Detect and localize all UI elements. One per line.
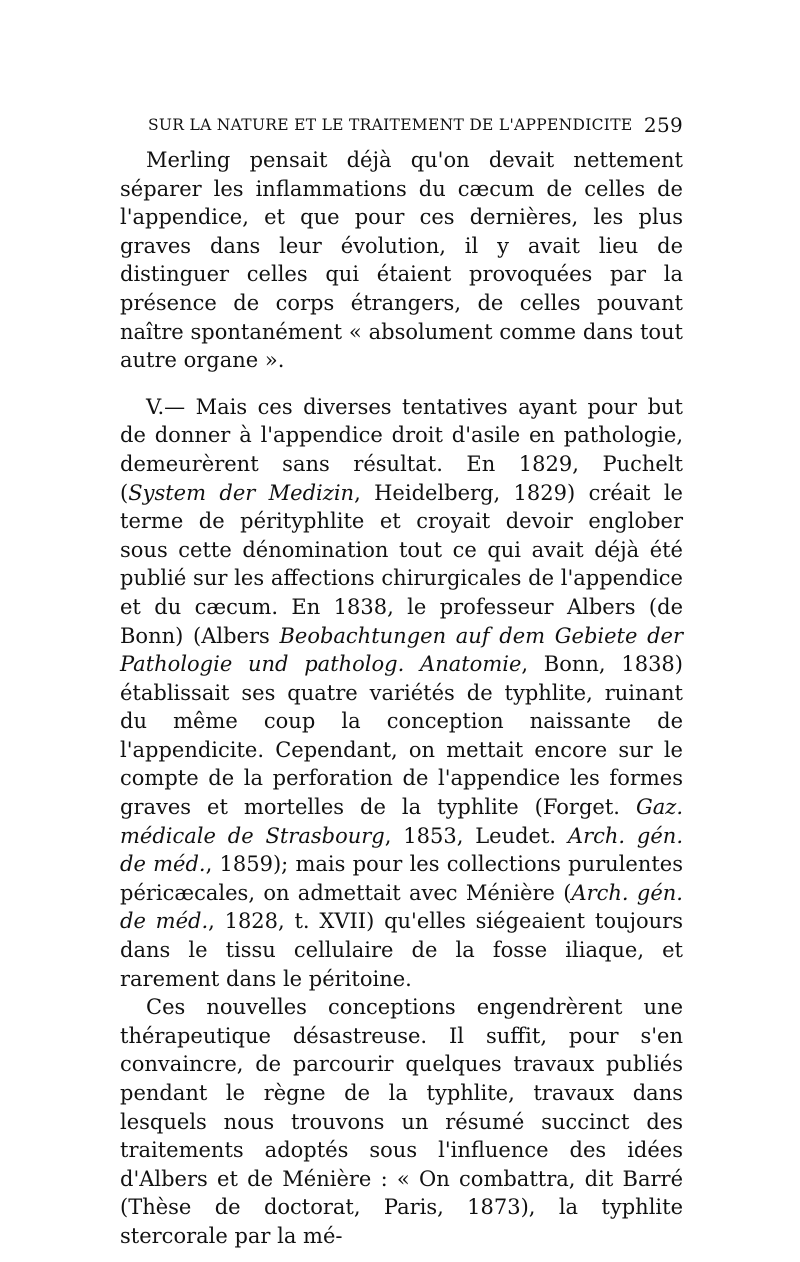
text-run: V.— Mais ces diverses tentatives ayant pour but de donner à l'appendice droit d'asile en pathologie, demeurèrent sans résultat. En 1829, Puchelt (	[120, 394, 683, 505]
paragraph-3: Ces nouvelles conceptions engendrèrent une thérapeutique désastreuse. Il suffit, pour s'en convaincre, de parcourir quelques travaux publiés pendant le règne de la typhlite, travaux dans lesquels nous trouvons un résumé succinct des traitements adoptés sous l'influence des idées d'Albers et de Ménière : « On combattra, dit Barré (Thèse de doctorat, Paris, 1873), la typhlite stercorale par la mé-	[120, 995, 683, 1248]
citation-title: System der Medizin	[128, 480, 355, 505]
body-text	[120, 146, 683, 1251]
text-run: , Bonn, 1838) établissait ses quatre variétés de typhlite, ruinant du même coup la conception naissante de l'appendicite. Cependant, on mettait encore sur le compte de la perforation de l'appendice les formes graves et mortelles de la typhlite (Forget.	[120, 652, 683, 820]
page-number: 259	[643, 113, 683, 137]
text-run: , 1859); mais pour les collections purulentes péricæcales, on admettait avec Ménière (	[120, 852, 683, 905]
running-title: SUR LA NATURE ET LE TRAITEMENT DE L'APPENDICITE	[148, 116, 633, 134]
citation-title: Beobachtungen auf dem Gebiete der Pathologie und patholog. Anatomie	[120, 623, 683, 677]
citation-title: Arch. gén. de méd.	[120, 880, 683, 934]
text-run: , 1853, Leudet.	[384, 823, 568, 848]
text-run: , Heidelberg, 1829) créait le terme de pérityphlite et croyait devoir englober sous cette dénomination tout ce qui avait déjà été publié sur les affections chirurgicales de l'appendice et du cæcum. En 1838, le professeur Albers (de Bonn) (Albers	[120, 480, 683, 648]
running-header	[148, 113, 683, 140]
citation-title: Arch. gén. de méd.	[120, 823, 683, 877]
citation-title: Gaz. médicale de Strasbourg	[120, 795, 683, 848]
paragraph-1: Merling pensait déjà qu'on devait nettement séparer les inflammations du cæcum de celles de l'appendice, et que pour ces dernières, les plus graves dans leur évolution, il y avait lieu de distinguer celles qui étaient provoquées par la présence de corps étrangers, de celles pouvant naître spontanément « absolument comme dans tout autre organe ».	[120, 148, 683, 373]
paragraph-2	[120, 393, 683, 993]
text-run: , 1828, t. XVII) qu'elles siégeaient toujours dans le tissu cellulaire de la fosse iliaque, et rarement dans le péritoine.	[120, 909, 683, 991]
